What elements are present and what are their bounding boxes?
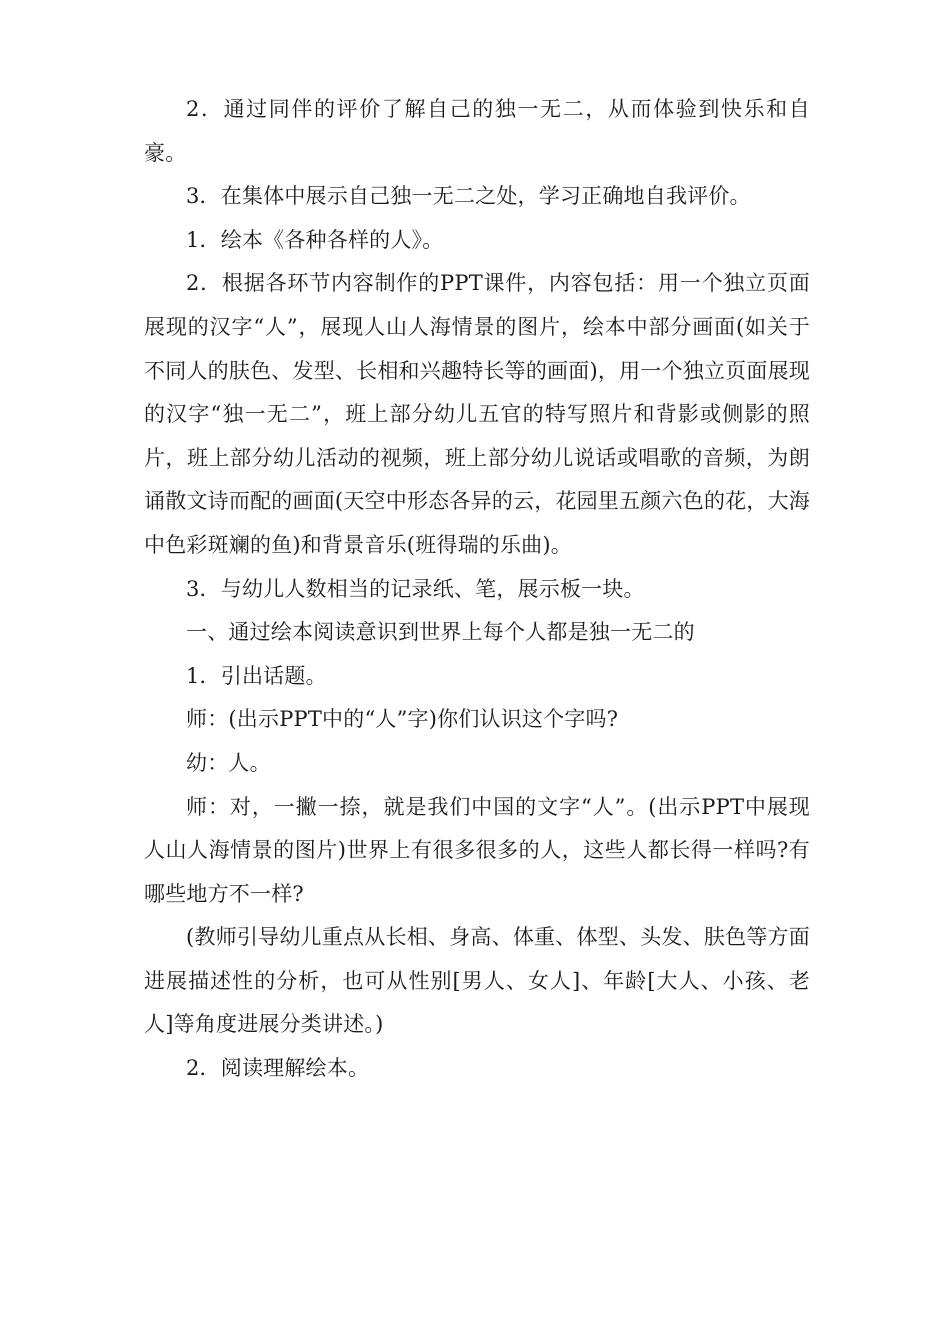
dialogue-teacher-1: 师：(出示PPT中的“人”字)你们认识这个字吗? [186, 707, 619, 732]
paragraph-material-3: 3．与幼儿人数相当的记录纸、笔，展示板一块。 [186, 576, 645, 601]
dialogue-child-1: 幼：人。 [186, 750, 271, 775]
section-heading: 一、通过绘本阅读意识到世界上每个人都是独一无二的 [186, 620, 695, 645]
paragraph-step-1: 1．引出话题。 [186, 663, 327, 688]
document-body [144, 88, 810, 1091]
paragraph-step-2: 2．阅读理解绘本。 [186, 1056, 370, 1081]
paragraph-material-1: 1．绘本《各种各样的人》。 [186, 227, 444, 252]
dialogue-teacher-2: 师：对，一撇一捺，就是我们中国的文字“人”。(出示PPT中展现人山人海情景的图片)世界上有很多很多的人，这些人都长得一样吗?有哪些地方不一样? [144, 794, 810, 906]
paragraph-goal-2: 2．通过同伴的评价了解自己的独一无二，从而体验到快乐和自豪。 [144, 97, 810, 165]
paragraph-goal-3: 3．在集体中展示自己独一无二之处，学习正确地自我评价。 [186, 184, 751, 209]
paragraph-material-2: 2．根据各环节内容制作的PPT课件，内容包括：用一个独立页面展现的汉字“人”，展现人山人海情景的图片，绘本中部分画面(如关于不同人的肤色、发型、长相和兴趣特长等的画面)，用一个独立页面展现的汉字“独一无二”，班上部分幼儿五官的特写照片和背影或侧影的照片，班上部分幼儿活动的视频，班上部分幼儿说话或唱歌的音频，为朗诵散文诗而配的画面(天空中形态各异的云，花园里五颜六色的花，大海中色彩斑斓的鱼)和背景音乐(班得瑞的乐曲)。 [144, 271, 810, 557]
teacher-guidance-note: (教师引导幼儿重点从长相、身高、体重、体型、头发、肤色等方面进展描述性的分析，也可从性别[男人、女人]、年龄[大人、小孩、老人]等角度进展分类讲述。) [144, 925, 810, 1037]
